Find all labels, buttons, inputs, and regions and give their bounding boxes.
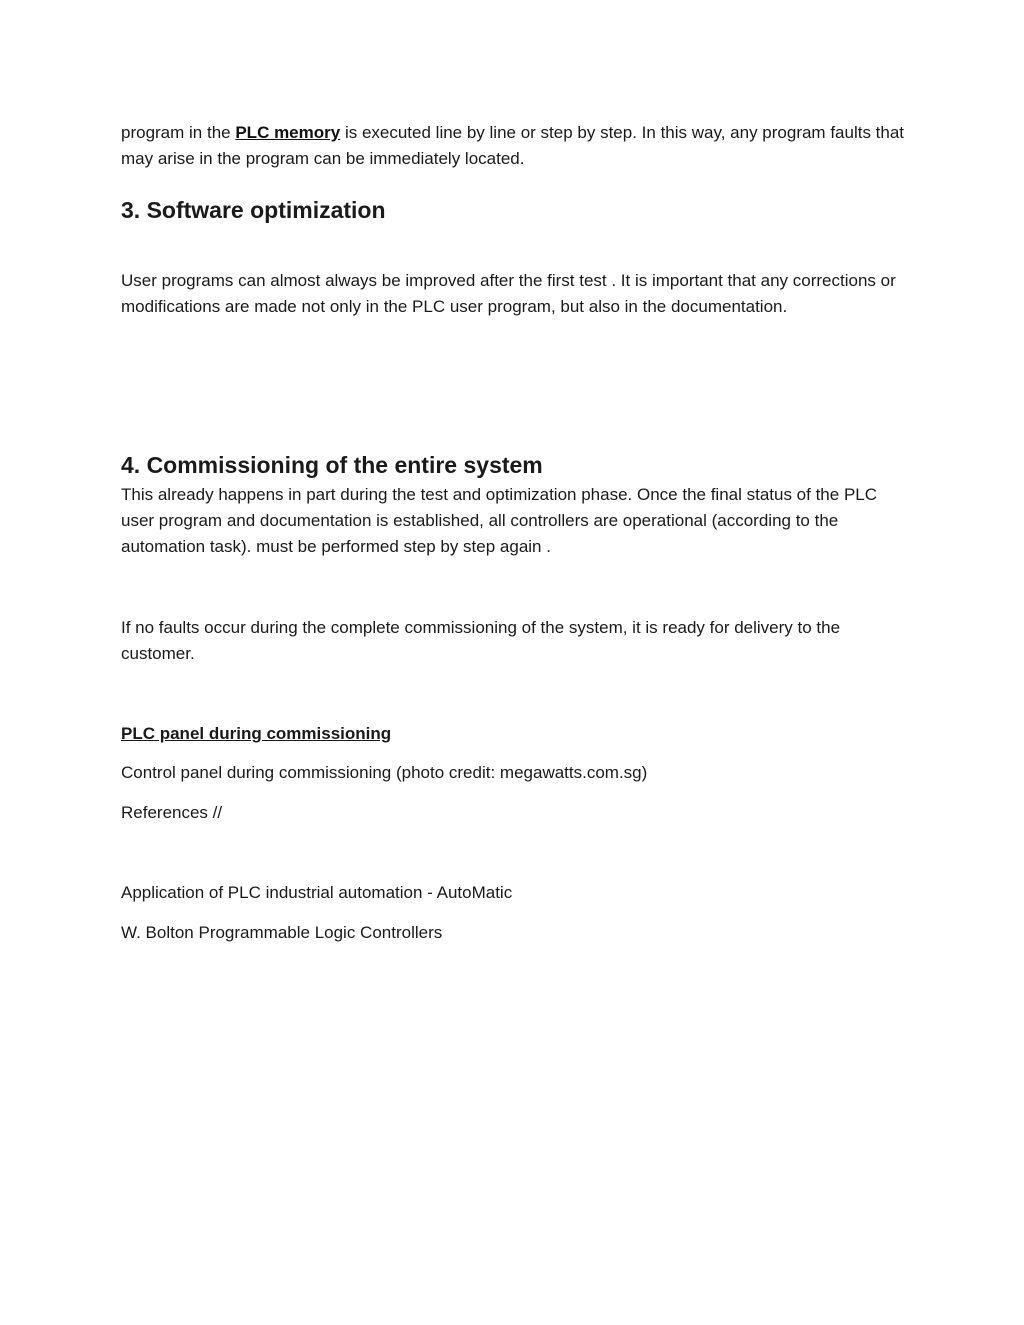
intro-text-after: is executed line by line or step by step. In this way, any program faults that may arise in the program can be immediately located. (121, 123, 905, 168)
reference-item: Application of PLC industrial automation - AutoMatic (121, 883, 513, 902)
references-label: References // (121, 803, 223, 822)
section-4-paragraph-2: If no faults occur during the complete commissioning of the system, it is ready for delivery to the customer. (121, 618, 841, 663)
figure-caption: Control panel during commissioning (photo credit: megawatts.com.sg) (121, 763, 648, 782)
intro-text-before: program in the (121, 123, 236, 142)
section-4-paragraph-1: This already happens in part during the test and optimization phase. Once the final status of the PLC user program and documentation is established, all controllers are operational (according to the automation task). must be performed step by step again . (121, 485, 878, 556)
section-3-paragraph: User programs can almost always be improved after the first test . It is important that any corrections or modifications are made not only in the PLC user program, but also in the documentation. (121, 271, 896, 316)
figure-title: PLC panel during commissioning (121, 724, 392, 743)
section-4-heading: 4. Commissioning of the entire system (121, 452, 543, 478)
intro-paragraph (121, 120, 911, 172)
reference-item: W. Bolton Programmable Logic Controllers (121, 923, 443, 942)
section-3-heading: 3. Software optimization (121, 197, 386, 223)
plc-memory-link[interactable]: PLC memory (235, 123, 341, 142)
